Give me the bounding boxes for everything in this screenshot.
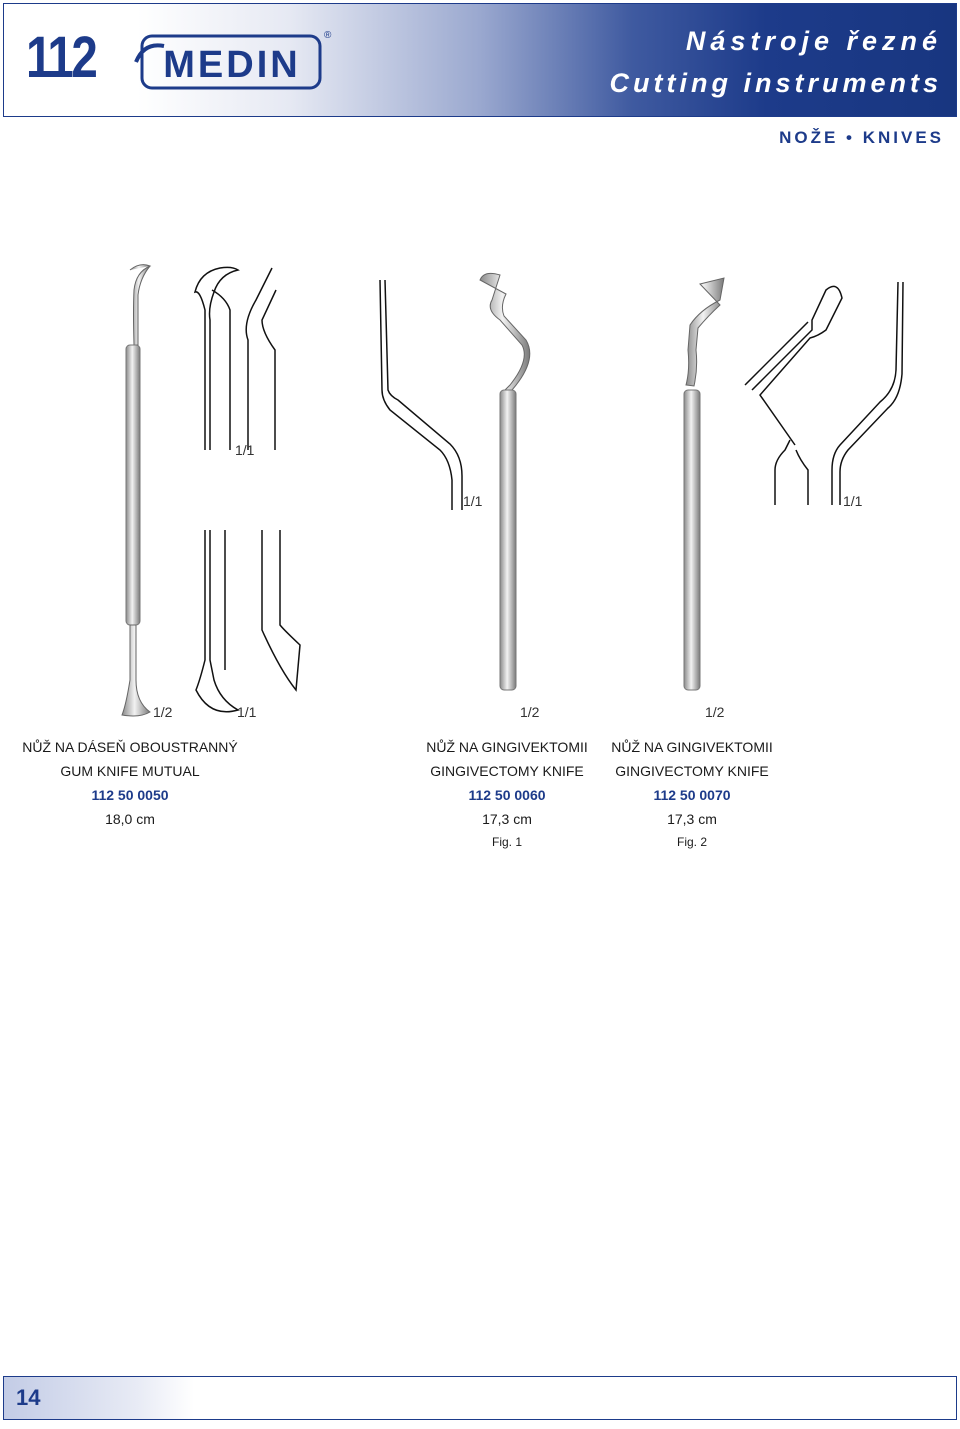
product-length: 17,3 cm: [667, 811, 717, 827]
figure-label: Fig. 1: [491, 835, 522, 849]
page-footer: [3, 1376, 957, 1420]
scale-label: 1/1: [843, 493, 863, 509]
title-czech: Nástroje řezné: [685, 26, 942, 56]
figure-label: Fig. 2: [676, 835, 707, 849]
product-gum-knife: [10, 735, 250, 831]
scale-label: 1/1: [463, 493, 483, 509]
scale-label: 1/2: [705, 704, 725, 720]
page-header: [3, 3, 957, 117]
title-english: Cutting instruments: [609, 68, 942, 98]
product-name-cz: NŮŽ NA GINGIVEKTOMII: [611, 739, 773, 755]
gingivectomy-knife-1-detail: [380, 280, 462, 510]
product-name-en: GINGIVECTOMY KNIFE: [430, 763, 584, 779]
scale-label: 1/1: [235, 442, 255, 458]
page-number: 14: [16, 1385, 41, 1410]
svg-text:®: ®: [324, 30, 332, 41]
product-name-en: GINGIVECTOMY KNIFE: [615, 763, 769, 779]
gum-knife-detail: [195, 267, 300, 711]
product-code: 112 50 0050: [91, 787, 169, 803]
gingivectomy-knife-1-photo: [480, 273, 530, 690]
product-name-cz: NŮŽ NA GINGIVEKTOMII: [426, 739, 588, 755]
medin-logo: [134, 22, 334, 102]
product-gingivectomy-knife-2: [572, 735, 812, 853]
product-length: 17,3 cm: [482, 811, 532, 827]
gum-knife-photo: [122, 265, 150, 716]
scale-label: 1/1: [237, 704, 257, 720]
gingivectomy-knife-2-photo: [684, 278, 724, 690]
product-code: 112 50 0070: [653, 787, 731, 803]
scale-label: 1/2: [153, 704, 173, 720]
product-name-en: GUM KNIFE MUTUAL: [60, 763, 200, 779]
catalog-number: 112: [26, 25, 96, 90]
product-name-cz: NŮŽ NA DÁSEŇ OBOUSTRANNÝ: [22, 739, 238, 755]
scale-label: 1/2: [520, 704, 540, 720]
svg-text:MEDIN: MEDIN: [163, 44, 301, 86]
section-title: NOŽE • KNIVES: [779, 128, 944, 147]
gingivectomy-knife-2-detail: [745, 282, 903, 505]
product-code: 112 50 0060: [468, 787, 546, 803]
product-length: 18,0 cm: [105, 811, 155, 827]
instrument-drawings: [0, 250, 960, 730]
